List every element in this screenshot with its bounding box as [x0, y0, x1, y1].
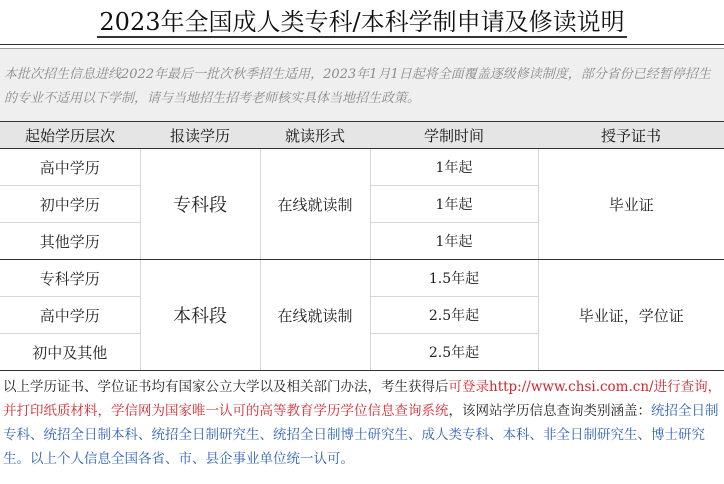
header-study-mode: 就读形式 — [260, 122, 370, 149]
duration-cell: 1.5年起 — [370, 260, 538, 297]
apply-level-cell: 专科段 — [140, 149, 260, 260]
start-level-cell: 高中学历 — [0, 297, 140, 334]
duration-cell: 1年起 — [370, 223, 538, 260]
page-title — [0, 6, 724, 38]
footer-text: ，该网站学历信息查询类别涵盖： — [448, 403, 651, 419]
title-divider — [0, 44, 724, 45]
start-level-cell: 其他学历 — [0, 223, 140, 260]
duration-cell: 2.5年起 — [370, 297, 538, 334]
header-duration: 学制时间 — [370, 122, 538, 149]
table-row — [0, 260, 724, 297]
certificate-cell: 毕业证 — [538, 149, 724, 260]
notice-box — [0, 48, 724, 121]
page-title-text: 2023年全国成人类专科/本科学制申请及修读说明 — [99, 8, 625, 36]
study-mode-cell: 在线就读制 — [260, 149, 370, 260]
duration-cell: 1年起 — [370, 186, 538, 223]
footer-verify-link[interactable]: 可登录http://www.chsi.com.cn/进行查询，并打印纸质材料，学信网为国家唯一认可的高等教育学历学位信息查询系统 — [3, 379, 722, 419]
start-level-cell: 高中学历 — [0, 149, 140, 186]
header-certificate: 授予证书 — [538, 122, 724, 149]
start-level-cell: 初中及其他 — [0, 334, 140, 371]
apply-level-cell: 本科段 — [140, 260, 260, 371]
header-apply-level: 报读学历 — [140, 122, 260, 149]
start-level-cell: 初中学历 — [0, 186, 140, 223]
certificate-cell: 毕业证，学位证 — [538, 260, 724, 371]
table-header-row — [0, 122, 724, 149]
duration-cell: 2.5年起 — [370, 334, 538, 371]
notice-text: 本批次招生信息进线2022年最后一批次秋季招生适用，2023年1月1日起将全面覆盖逐级修读制度，部分省份已经暂停招生的专业不适用以下学制，请与当地招生招考老师核实具体当地招生政策。 — [4, 67, 711, 106]
footer-note — [3, 375, 723, 471]
header-start-level: 起始学历层次 — [0, 122, 140, 149]
footer-text: 以上学历证书、学位证书均有国家公立大学以及相关部门办法，考生获得后 — [3, 379, 449, 395]
start-level-cell: 专科学历 — [0, 260, 140, 297]
study-mode-cell: 在线就读制 — [260, 260, 370, 371]
duration-cell: 1年起 — [370, 149, 538, 186]
table-row — [0, 149, 724, 186]
footer-categories: 统招全日制专科、统招全日制本科、统招全日制研究生、统招全日制博士研究生、成人类专科、本科、非全日制研究生、博士研究生。以上个人信息全国各省、市、县企事业单位统一认可。 — [3, 403, 719, 467]
program-table — [0, 121, 724, 371]
